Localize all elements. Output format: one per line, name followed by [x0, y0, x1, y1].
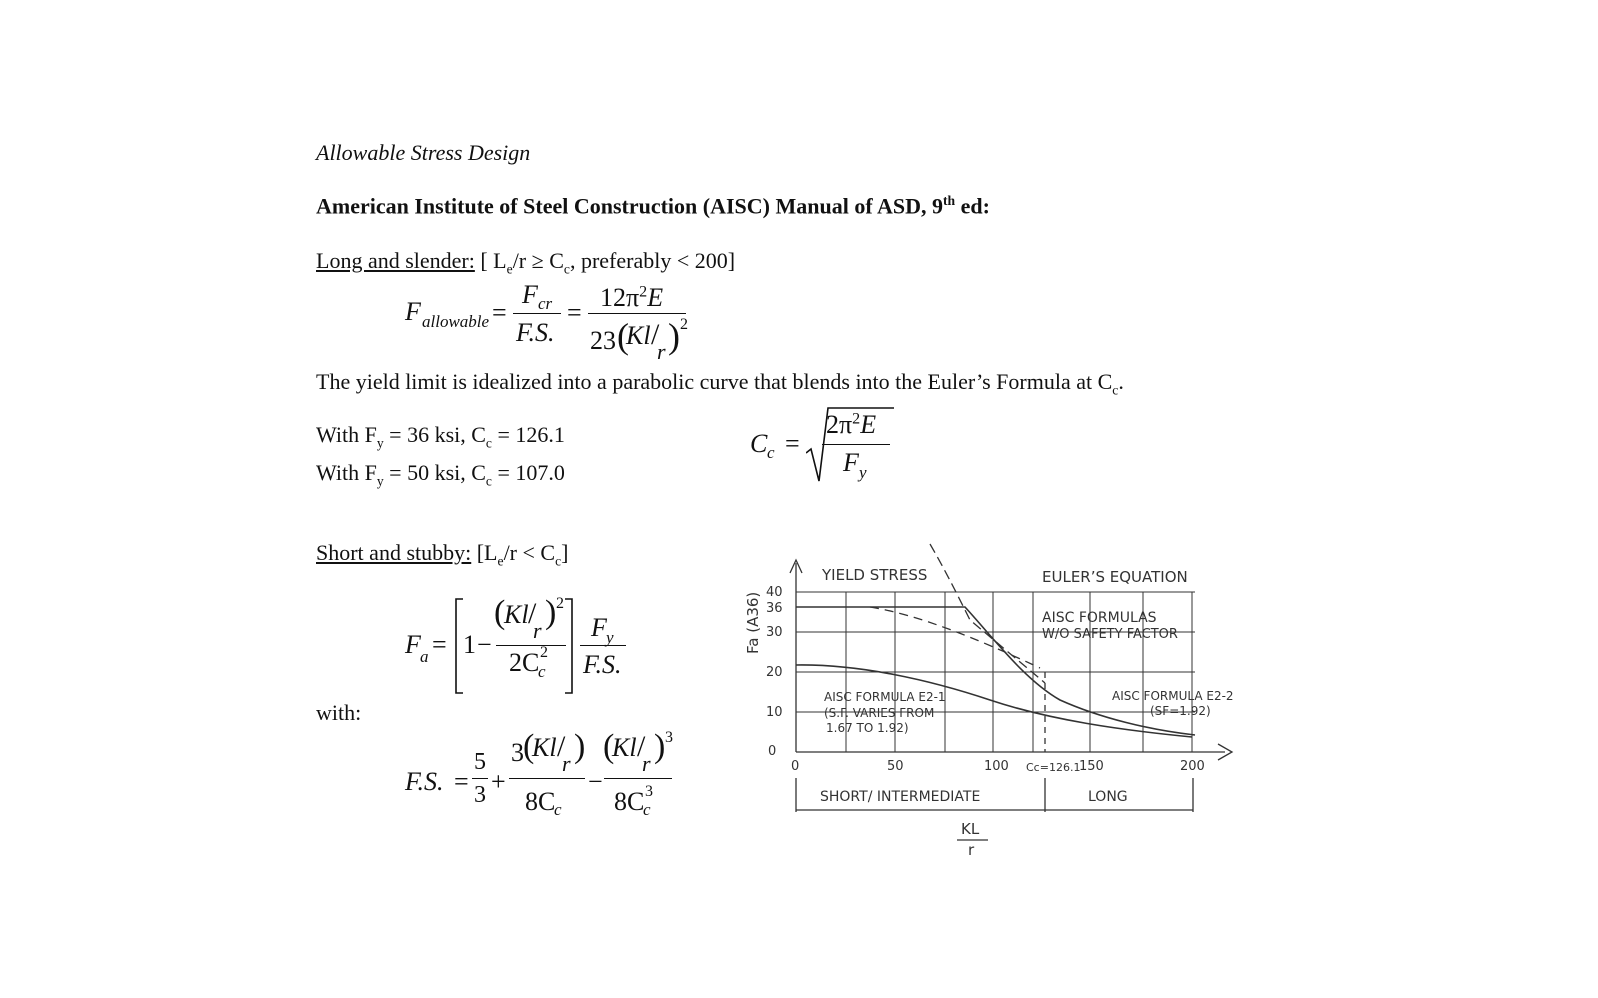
x-tick: 100	[984, 759, 1009, 774]
e22-label-1: AISC FORMULA E2-2	[1112, 689, 1234, 703]
y-tick: 10	[766, 705, 783, 720]
yield-stress-label: YIELD STRESS	[822, 566, 928, 584]
aisc-no-sf-label-1: AISC FORMULAS	[1042, 610, 1157, 626]
e21-label-2: (S.F. VARIES FROM	[824, 706, 935, 720]
y-tick: 40	[766, 585, 783, 600]
y-tick: 36	[766, 601, 783, 616]
short-intermediate-label: SHORT/ INTERMEDIATE	[820, 789, 981, 805]
x-tick: 0	[791, 759, 800, 774]
long-slender-line: Long and slender: [ $L_e/r \ge C_c$, preferably < 200]	[316, 248, 736, 277]
long-range-label: LONG	[1088, 789, 1128, 805]
x-tick-cc: Cc=126.1	[1026, 761, 1081, 774]
x-tick: 150	[1079, 759, 1104, 774]
fy36-line: With $F_y = 36$ ksi, $C_c = 126.1$	[316, 422, 565, 451]
e21-label-1: AISC FORMULA E2-1	[824, 690, 946, 704]
y-tick: 30	[766, 625, 783, 640]
e21-label-3: 1.67 TO 1.92)	[826, 721, 909, 735]
euler-equation-label: EULER’S EQUATION	[1042, 568, 1188, 586]
y-tick: 0	[768, 744, 777, 759]
y-tick: 20	[766, 665, 783, 680]
e22-label-2: (SF=1.92)	[1150, 704, 1211, 718]
y-axis-label: Fa (A36)	[744, 591, 762, 654]
with-label: with:	[316, 700, 362, 725]
short-stubby-line: Short and stubby: $[L_e/r < C_c]$	[316, 540, 569, 569]
fy50-line: With $F_y = 50$ ksi, $C_c = 107.0$	[316, 460, 565, 489]
section-title: Allowable Stress Design	[316, 140, 531, 165]
x-label-r: r	[968, 841, 975, 859]
yield-text: The yield limit is idealized into a parabolic curve that blends into the Euler’s Formula at $C_c$.	[316, 369, 1124, 398]
x-tick: 200	[1180, 759, 1205, 774]
aisc-no-sf-label-2: W/O SAFETY FACTOR	[1042, 627, 1178, 642]
short-stubby-label: Short and stubby:	[316, 540, 472, 565]
heading: American Institute of Steel Construction (AISC) Manual of ASD, 9th ed:	[316, 193, 990, 219]
long-slender-label: Long and slender:	[316, 248, 475, 273]
x-tick: 50	[887, 759, 904, 774]
x-label-kl: KL	[961, 820, 980, 838]
